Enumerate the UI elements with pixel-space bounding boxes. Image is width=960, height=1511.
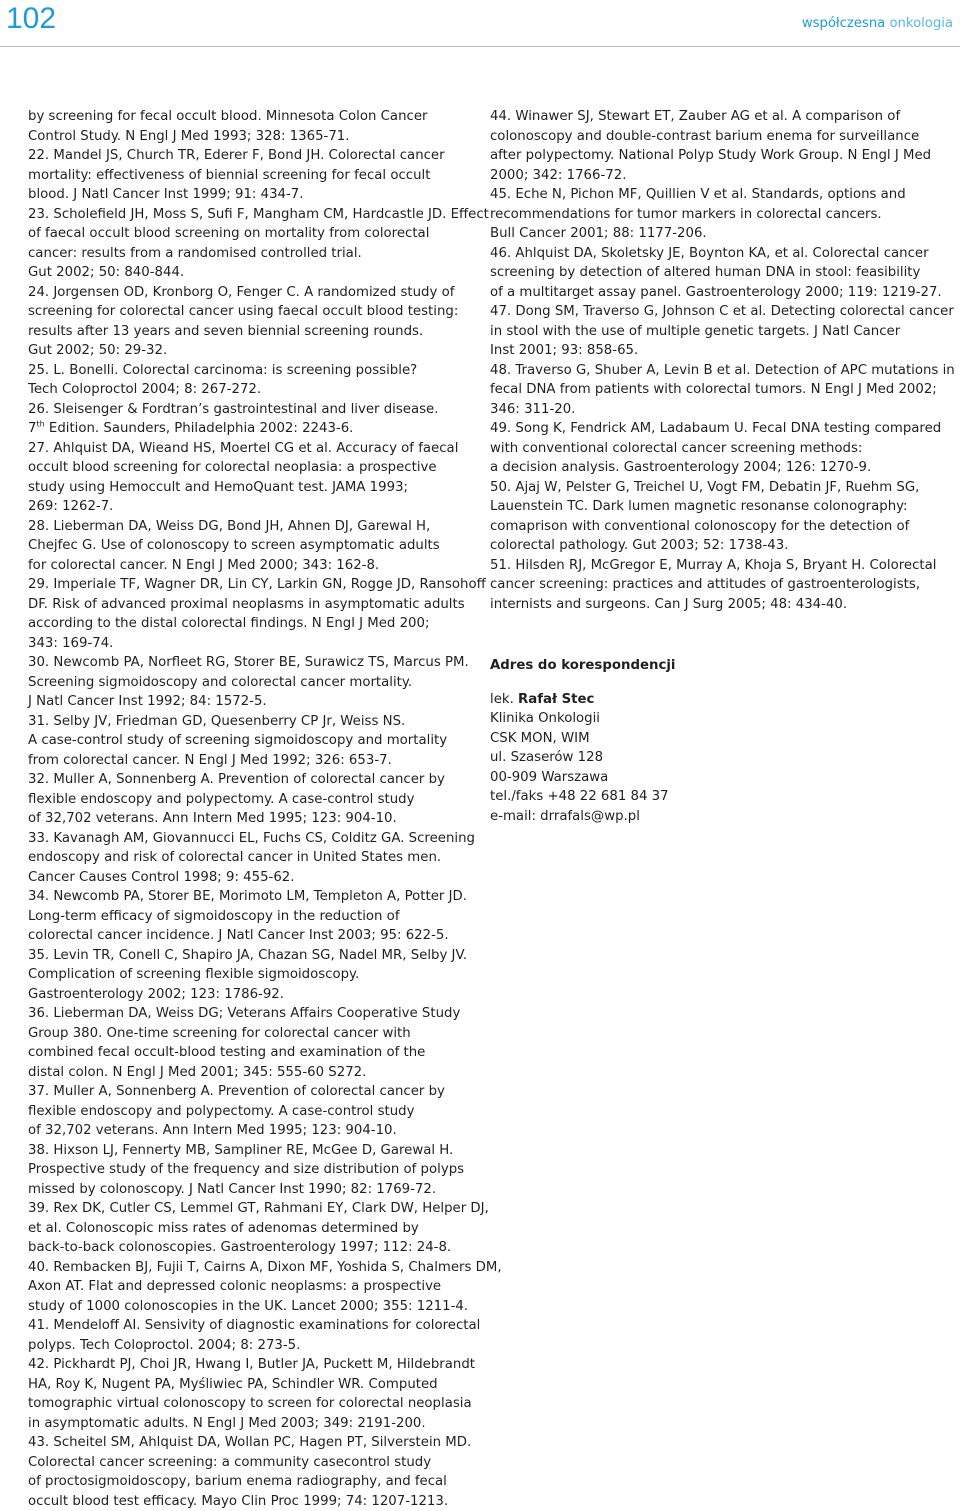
- reference-line: with conventional colorectal cancer screening methods:: [490, 439, 955, 459]
- reference-line: screening by detection of altered human DNA in stool: feasibility: [490, 263, 955, 283]
- reference-line: Bull Cancer 2001; 88: 1177-206.: [490, 224, 955, 244]
- reference-line: Control Study. N Engl J Med 1993; 328: 1365-71.: [28, 127, 478, 147]
- reference-line: 33. Kavanagh AM, Giovannucci EL, Fuchs CS, Colditz GA. Screening: [28, 829, 478, 849]
- reference-line: study using Hemoccult and HemoQuant test. JAMA 1993;: [28, 478, 478, 498]
- reference-line: of a multitarget assay panel. Gastroenterology 2000; 119: 1219-27.: [490, 283, 955, 303]
- reference-line: 269: 1262-7.: [28, 497, 478, 517]
- correspondence-line: Klinika Onkologii: [490, 709, 790, 729]
- reference-entry: [490, 361, 955, 420]
- reference-line: 47. Dong SM, Traverso G, Johnson C et al. Detecting colorectal cancer: [490, 302, 955, 322]
- reference-line: of 32,702 veterans. Ann Intern Med 1995; 123: 904-10.: [28, 809, 478, 829]
- reference-line: 32. Muller A, Sonnenberg A. Prevention of colorectal cancer by: [28, 770, 478, 790]
- reference-entry: [490, 244, 955, 303]
- correspondence-lines: [490, 709, 790, 826]
- correspondence-line: tel./faks +48 22 681 84 37: [490, 787, 790, 807]
- references-right-column: [490, 107, 955, 614]
- reference-entry: [28, 829, 478, 888]
- reference-line: colorectal pathology. Gut 2003; 52: 1738-43.: [490, 536, 955, 556]
- reference-line: 22. Mandel JS, Church TR, Ederer F, Bond JH. Colorectal cancer: [28, 146, 478, 166]
- reference-entry: [28, 1433, 478, 1511]
- reference-entry: [28, 107, 478, 146]
- correspondence-address: [490, 656, 790, 826]
- reference-line: comaprison with conventional colonoscopy for the detection of: [490, 517, 955, 537]
- reference-line: et al. Colonoscopic miss rates of adenomas determined by: [28, 1219, 478, 1239]
- reference-line: endoscopy and risk of colorectal cancer in United States men.: [28, 848, 478, 868]
- reference-line: 23. Scholefield JH, Moss S, Sufi F, Mangham CM, Hardcastle JD. Effect: [28, 205, 478, 225]
- reference-line: back-to-back colonoscopies. Gastroenterology 1997; 112: 24-8.: [28, 1238, 478, 1258]
- reference-line: tomographic virtual colonoscopy to screen for colorectal neoplasia: [28, 1394, 478, 1414]
- reference-entry: [28, 1141, 478, 1200]
- reference-line: 42. Pickhardt PJ, Choi JR, Hwang I, Butler JA, Puckett M, Hildebrandt: [28, 1355, 478, 1375]
- correspondence-line: ul. Szaserów 128: [490, 748, 790, 768]
- reference-entry: [28, 205, 478, 283]
- reference-line: Gastroenterology 2002; 123: 1786-92.: [28, 985, 478, 1005]
- reference-entry: [28, 1004, 478, 1082]
- reference-line: according to the distal colorectal findings. N Engl J Med 200;: [28, 614, 478, 634]
- reference-line: 41. Mendeloff AI. Sensivity of diagnostic examinations for colorectal: [28, 1316, 478, 1336]
- reference-line: Cancer Causes Control 1998; 9: 455-62.: [28, 868, 478, 888]
- reference-line: distal colon. N Engl J Med 2001; 345: 555-60 S272.: [28, 1063, 478, 1083]
- reference-line: flexible endoscopy and polypectomy. A case-control study: [28, 1102, 478, 1122]
- reference-line: 346: 311-20.: [490, 400, 955, 420]
- correspondence-title: Adres do korespondencji: [490, 656, 790, 676]
- correspondence-prefix: lek.: [490, 692, 514, 707]
- reference-line: Long-term efficacy of sigmoidoscopy in the reduction of: [28, 907, 478, 927]
- reference-line: HA, Roy K, Nugent PA, Myśliwiec PA, Schindler WR. Computed: [28, 1375, 478, 1395]
- reference-entry: [490, 556, 955, 615]
- reference-line: Group 380. One-time screening for colorectal cancer with: [28, 1024, 478, 1044]
- reference-line: 51. Hilsden RJ, McGregor E, Murray A, Khoja S, Bryant H. Colorectal: [490, 556, 955, 576]
- reference-line: 31. Selby JV, Friedman GD, Quesenberry CP Jr, Weiss NS.: [28, 712, 478, 732]
- page-header: [0, 0, 960, 46]
- reference-line: Chejfec G. Use of colonoscopy to screen asymptomatic adults: [28, 536, 478, 556]
- reference-line: recommendations for tumor markers in colorectal cancers.: [490, 205, 955, 225]
- reference-line: for colorectal cancer. N Engl J Med 2000; 343: 162-8.: [28, 556, 478, 576]
- reference-entry: [28, 283, 478, 361]
- reference-entry: [28, 946, 478, 1005]
- reference-line: Inst 2001; 93: 858-65.: [490, 341, 955, 361]
- reference-line: Gut 2002; 50: 840-844.: [28, 263, 478, 283]
- reference-entry: [28, 361, 478, 400]
- reference-entry: [28, 653, 478, 712]
- reference-line: cancer screening: practices and attitudes of gastroenterologists,: [490, 575, 955, 595]
- reference-line: polyps. Tech Coloproctol. 2004; 8: 273-5.: [28, 1336, 478, 1356]
- reference-line: a decision analysis. Gastroenterology 2004; 126: 1270-9.: [490, 458, 955, 478]
- reference-entry: [490, 107, 955, 185]
- reference-line: 343: 169-74.: [28, 634, 478, 654]
- reference-line: colorectal cancer incidence. J Natl Cancer Inst 2003; 95: 622-5.: [28, 926, 478, 946]
- reference-line: 28. Lieberman DA, Weiss DG, Bond JH, Ahnen DJ, Garewal H,: [28, 517, 478, 537]
- reference-line: of faecal occult blood screening on mortality from colorectal: [28, 224, 478, 244]
- journal-name: [802, 16, 953, 31]
- reference-line: fecal DNA from patients with colorectal tumors. N Engl J Med 2002;: [490, 380, 955, 400]
- reference-entry: [28, 1355, 478, 1433]
- page-number: 102: [6, 2, 56, 36]
- reference-line: 25. L. Bonelli. Colorectal carcinoma: is screening possible?: [28, 361, 478, 381]
- correspondence-name: Rafał Stec: [518, 692, 594, 707]
- reference-line: occult blood test efficacy. Mayo Clin Proc 1999; 74: 1207-1213.: [28, 1492, 478, 1511]
- reference-line: 7th Edition. Saunders, Philadelphia 2002: 2243-6.: [28, 419, 478, 439]
- reference-line: Complication of screening flexible sigmoidoscopy.: [28, 965, 478, 985]
- reference-line: 45. Eche N, Pichon MF, Quillien V et al. Standards, options and: [490, 185, 955, 205]
- reference-line: 27. Ahlquist DA, Wieand HS, Moertel CG et al. Accuracy of faecal: [28, 439, 478, 459]
- references-left-column: [28, 107, 478, 1511]
- reference-line: 35. Levin TR, Conell C, Shapiro JA, Chazan SG, Nadel MR, Selby JV.: [28, 946, 478, 966]
- reference-line: DF. Risk of advanced proximal neoplasms in asymptomatic adults: [28, 595, 478, 615]
- reference-line: results after 13 years and seven biennial screening rounds.: [28, 322, 478, 342]
- reference-entry: [28, 400, 478, 439]
- reference-line: 49. Song K, Fendrick AM, Ladabaum U. Fecal DNA testing compared: [490, 419, 955, 439]
- reference-entry: [28, 1082, 478, 1141]
- reference-line: A case-control study of screening sigmoidoscopy and mortality: [28, 731, 478, 751]
- correspondence-line: 00-909 Warszawa: [490, 768, 790, 788]
- reference-line: of 32,702 veterans. Ann Intern Med 1995; 123: 904-10.: [28, 1121, 478, 1141]
- journal-name-part1: współczesna: [802, 16, 885, 31]
- reference-line: Lauenstein TC. Dark lumen magnetic resonanse colonography:: [490, 497, 955, 517]
- reference-line: 48. Traverso G, Shuber A, Levin B et al. Detection of APC mutations in: [490, 361, 955, 381]
- reference-line: of proctosigmoidoscopy, barium enema radiography, and fecal: [28, 1472, 478, 1492]
- correspondence-line: e-mail: drrafals@wp.pl: [490, 807, 790, 827]
- reference-line: flexible endoscopy and polypectomy. A case-control study: [28, 790, 478, 810]
- reference-line: in asymptomatic adults. N Engl J Med 2003; 349: 2191-200.: [28, 1414, 478, 1434]
- reference-entry: [28, 439, 478, 517]
- reference-line: Colorectal cancer screening: a community casecontrol study: [28, 1453, 478, 1473]
- reference-line: 24. Jorgensen OD, Kronborg O, Fenger C. A randomized study of: [28, 283, 478, 303]
- reference-entry: [28, 146, 478, 205]
- reference-line: occult blood screening for colorectal neoplasia: a prospective: [28, 458, 478, 478]
- header-divider: [0, 46, 960, 47]
- reference-entry: [490, 419, 955, 478]
- reference-line: 40. Rembacken BJ, Fujii T, Cairns A, Dixon MF, Yoshida S, Chalmers DM,: [28, 1258, 478, 1278]
- reference-line: Gut 2002; 50: 29-32.: [28, 341, 478, 361]
- correspondence-name-line: [490, 690, 790, 710]
- reference-entry: [28, 887, 478, 946]
- reference-line: 38. Hixson LJ, Fennerty MB, Sampliner RE, McGee D, Garewal H.: [28, 1141, 478, 1161]
- reference-line: mortality: effectiveness of biennial screening for fecal occult: [28, 166, 478, 186]
- reference-entry: [28, 1316, 478, 1355]
- reference-line: 44. Winawer SJ, Stewart ET, Zauber AG et al. A comparison of: [490, 107, 955, 127]
- reference-line: 39. Rex DK, Cutler CS, Lemmel GT, Rahmani EY, Clark DW, Helper DJ,: [28, 1199, 478, 1219]
- reference-line: study of 1000 colonoscopies in the UK. Lancet 2000; 355: 1211-4.: [28, 1297, 478, 1317]
- reference-line: 43. Scheitel SM, Ahlquist DA, Wollan PC, Hagen PT, Silverstein MD.: [28, 1433, 478, 1453]
- reference-line: 2000; 342: 1766-72.: [490, 166, 955, 186]
- reference-line: by screening for fecal occult blood. Minnesota Colon Cancer: [28, 107, 478, 127]
- reference-line: 34. Newcomb PA, Storer BE, Morimoto LM, Templeton A, Potter JD.: [28, 887, 478, 907]
- reference-line: missed by colonoscopy. J Natl Cancer Inst 1990; 82: 1769-72.: [28, 1180, 478, 1200]
- reference-entry: [28, 517, 478, 576]
- reference-line: 26. Sleisenger & Fordtran’s gastrointestinal and liver disease.: [28, 400, 478, 420]
- reference-line: Prospective study of the frequency and size distribution of polyps: [28, 1160, 478, 1180]
- reference-line: J Natl Cancer Inst 1992; 84: 1572-5.: [28, 692, 478, 712]
- reference-entry: [28, 712, 478, 771]
- reference-entry: [490, 478, 955, 556]
- reference-line: 30. Newcomb PA, Norfleet RG, Storer BE, Surawicz TS, Marcus PM.: [28, 653, 478, 673]
- reference-line: 37. Muller A, Sonnenberg A. Prevention of colorectal cancer by: [28, 1082, 478, 1102]
- reference-entry: [28, 1258, 478, 1317]
- reference-line: after polypectomy. National Polyp Study Work Group. N Engl J Med: [490, 146, 955, 166]
- reference-line: 46. Ahlquist DA, Skoletsky JE, Boynton KA, et al. Colorectal cancer: [490, 244, 955, 264]
- reference-line: internists and surgeons. Can J Surg 2005; 48: 434-40.: [490, 595, 955, 615]
- reference-line: blood. J Natl Cancer Inst 1999; 91: 434-7.: [28, 185, 478, 205]
- reference-line: 36. Lieberman DA, Weiss DG; Veterans Affairs Cooperative Study: [28, 1004, 478, 1024]
- reference-entry: [28, 770, 478, 829]
- reference-line: cancer: results from a randomised controlled trial.: [28, 244, 478, 264]
- reference-line: Screening sigmoidoscopy and colorectal cancer mortality.: [28, 673, 478, 693]
- reference-line: from colorectal cancer. N Engl J Med 1992; 326: 653-7.: [28, 751, 478, 771]
- reference-line: in stool with the use of multiple genetic targets. J Natl Cancer: [490, 322, 955, 342]
- reference-line: 29. Imperiale TF, Wagner DR, Lin CY, Larkin GN, Rogge JD, Ransohoff: [28, 575, 478, 595]
- correspondence-line: CSK MON, WIM: [490, 729, 790, 749]
- reference-entry: [490, 185, 955, 244]
- reference-line: screening for colorectal cancer using faecal occult blood testing:: [28, 302, 478, 322]
- reference-line: Axon AT. Flat and depressed colonic neoplasms: a prospective: [28, 1277, 478, 1297]
- reference-entry: [28, 575, 478, 653]
- reference-line: colonoscopy and double-contrast barium enema for surveillance: [490, 127, 955, 147]
- reference-line: combined fecal occult-blood testing and examination of the: [28, 1043, 478, 1063]
- reference-entry: [28, 1199, 478, 1258]
- journal-name-part2: onkologia: [889, 16, 953, 31]
- reference-entry: [490, 302, 955, 361]
- reference-line: 50. Ajaj W, Pelster G, Treichel U, Vogt FM, Debatin JF, Ruehm SG,: [490, 478, 955, 498]
- reference-line: Tech Coloproctol 2004; 8: 267-272.: [28, 380, 478, 400]
